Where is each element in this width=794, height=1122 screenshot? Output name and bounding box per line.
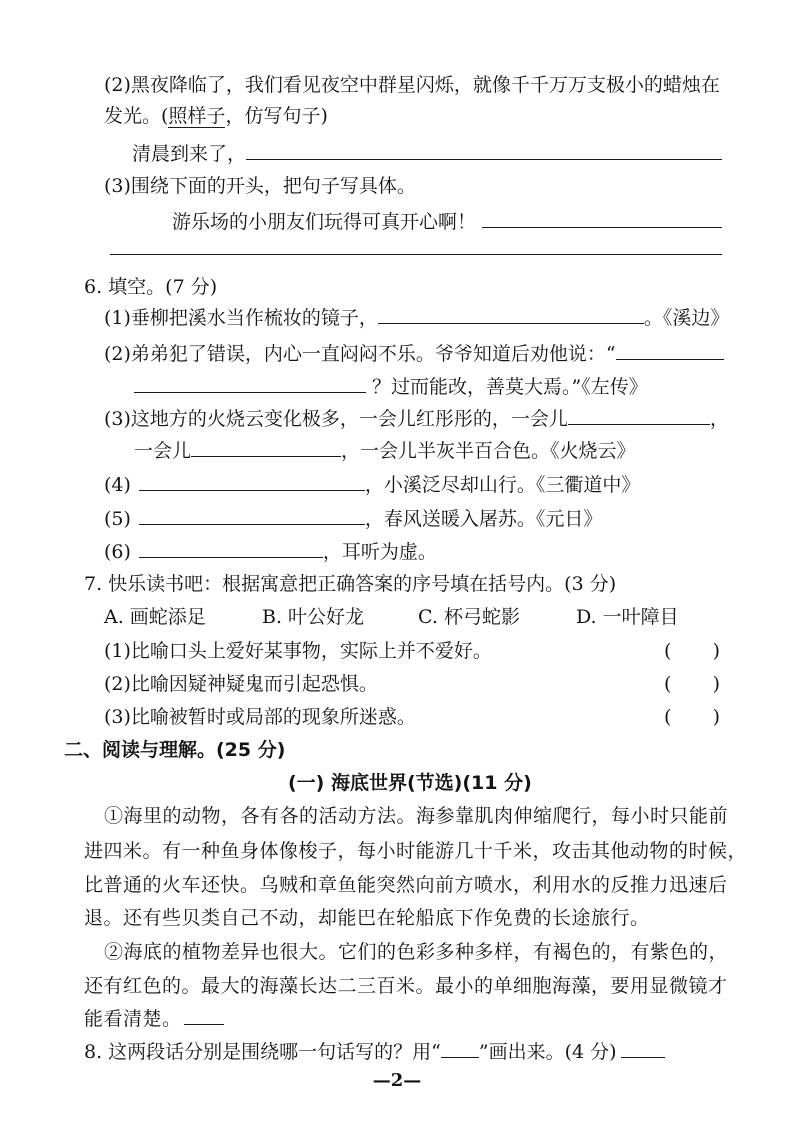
q6-item1 [104,305,729,331]
q5-item2-line1: (2)黑夜降临了，我们看见夜空中群星闪烁，就像千千万万支极小的蜡烛在 [104,74,720,96]
q5-item2-answer [132,141,722,167]
paren-right: ) [712,673,720,695]
answer-blank[interactable] [134,374,366,393]
q5-item2-line2-pre: 发光。( [104,105,169,127]
q6-item1-pre: (1)垂柳把溪水当作梳妆的镜子， [104,307,378,329]
q8-pre: 8. 这两段话分别是围绕哪一句话写的？用“ [84,1041,441,1063]
q6-title: 6. 填空。(7 分) [84,276,218,298]
answer-blank[interactable] [139,506,365,525]
q6-item1-source: 。《溪边》 [643,307,730,329]
passage-p1-line1: ①海里的动物，各有各的活动方法。海参靠肌肉伸缩爬行，每小时只能前 [104,805,729,827]
q7-title: 7. 快乐读书吧：根据寓意把正确答案的序号填在括号内。(3 分) [84,573,617,595]
passage-p2-line2: 还有红色的。最大的海藻长达二三百米。最小的单细胞海藻，要用显微镜才 [84,975,728,997]
q6-item2-line1 [104,341,724,367]
answer-paren[interactable] [664,671,720,697]
q6-item5-post: ，春风送暖入屠苏。《元日》 [364,508,603,530]
paren-right: ) [712,706,720,728]
passage-p1-line2: 进四米。有一种鱼身体像梭子，每小时能游几十千米，攻击其他动物的时候， [84,840,748,862]
q6-item4-label: (4) [104,474,131,496]
paren-left: ( [664,640,672,662]
answer-blank[interactable] [191,438,341,457]
q5-item3-answer [172,209,722,235]
answer-paren[interactable] [664,704,720,730]
q6-item6-post: ，耳听为虚。 [322,541,437,563]
q5-item2-answer-prefix: 清晨到来了， [132,143,247,165]
answer-blank[interactable] [621,1039,665,1058]
q6-item5-label: (5) [104,508,131,530]
q7-item2: (2)比喻因疑神疑鬼而引起恐惧。 [104,673,378,695]
q8-post: ”画出来。(4 分) [478,1041,617,1063]
q6-item6 [104,539,437,565]
answer-blank[interactable] [378,305,644,324]
q5-item2-line2 [104,103,328,129]
passage-p1-line4: 退。还有些贝类自己不动，却能巴在轮船底下作免费的长途旅行。 [84,907,650,929]
answer-blank[interactable] [139,472,365,491]
q7-item1: (1)比喻口头上爱好某事物，实际上并不爱好。 [104,640,492,662]
answer-blank[interactable] [184,1006,224,1025]
passage-p2-line3 [84,1006,224,1032]
section2-title: 二、阅读与理解。(25 分) [64,739,286,761]
q6-item3-line2 [134,438,636,464]
paren-left: ( [664,706,672,728]
q6-item3-line1 [104,406,729,432]
q6-item4 [104,472,640,498]
q6-item4-post: ，小溪泛尽却山行。《三衢道中》 [364,474,641,496]
q6-item2-post: ？过而能改，善莫大焉。”《左传》 [372,376,648,398]
answer-paren[interactable] [664,638,720,664]
answer-blank[interactable] [139,539,323,558]
answer-blank-full-line[interactable] [110,254,722,255]
q6-item5 [104,506,602,532]
page-number: —2— [372,1070,422,1091]
q5-item2-underlined: 照样子 [168,105,226,127]
q6-item6-label: (6) [104,541,131,563]
answer-blank[interactable] [568,406,710,425]
passage-p1-line3: 比普通的火车还快。乌贼和章鱼能突然向前方喷水，利用水的反推力迅速后 [84,874,728,896]
q7-option-a: A. 画蛇添足 [104,606,206,628]
answer-blank[interactable] [616,341,724,360]
paren-right: ) [712,640,720,662]
q7-option-b: B. 叶公好龙 [262,606,365,628]
q5-item2-line2-post: ，仿写句子) [225,105,328,127]
q8 [84,1039,665,1065]
q6-item3-comma: ， [709,408,729,430]
passage-p2-line1: ②海底的植物差异也很大。它们的色彩多种多样，有褐色的，有紫色的， [104,941,729,963]
q6-item2-line2 [134,374,648,400]
q5-item3-title: (3)围绕下面的开头，把句子写具体。 [104,175,416,197]
answer-blank[interactable] [246,141,722,160]
q5-item3-start: 游乐场的小朋友们玩得可真开心啊！ [172,211,477,233]
q6-item3-line2-pre: 一会儿 [134,440,192,462]
q6-item3-pre: (3)这地方的火烧云变化极多，一会儿红彤彤的，一会儿 [104,408,568,430]
q7-option-c: C. 杯弓蛇影 [418,606,520,628]
paren-left: ( [664,673,672,695]
q6-item2-pre: (2)弟弟犯了错误，内心一直闷闷不乐。爷爷知道后劝他说：“ [104,343,616,365]
q6-item3-line2-post: ，一会儿半灰半百合色。《火烧云》 [341,440,636,462]
q7-option-d: D. 一叶障目 [576,606,679,628]
underline-sample [441,1039,479,1058]
q7-item3: (3)比喻被暂时或局部的现象所迷惑。 [104,706,416,728]
passage-title: (一) 海底世界(节选)(11 分) [288,772,532,794]
answer-blank[interactable] [482,209,722,228]
passage-p2-line3-text: 能看清楚。 [84,1008,182,1030]
